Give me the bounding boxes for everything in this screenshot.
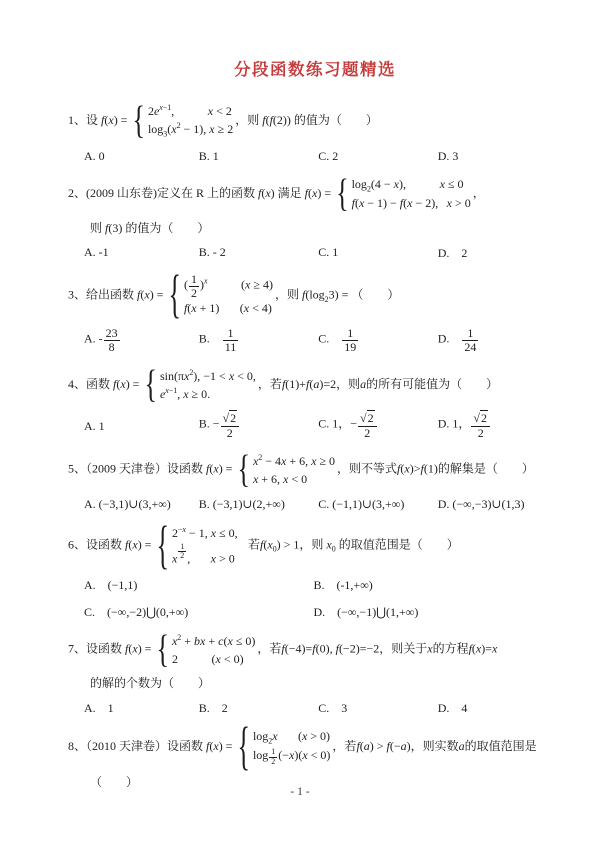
question-5-option-a: A. (−3,1)∪(3,+∞)	[84, 497, 171, 512]
question-8-stem: 8、（2010 天津卷）设函数 f(x) = { $\log_2x$ (x > 0) log $_{\frac{1}{2}}$ (−x)(x < 0) ，若f(a) > f(−a)，则实数a的取值范围是	[68, 716, 537, 776]
question-1-option-a: A. 0	[84, 149, 105, 164]
question-5-option-d: D. (−∞,−3)∪(1,3)	[437, 497, 525, 512]
question-7-option-d: D. 4	[437, 700, 468, 715]
question-7-option-a: A. 1	[84, 700, 114, 715]
question-6	[68, 514, 562, 620]
question-1-options	[68, 149, 562, 164]
question-7-options	[68, 699, 562, 716]
question-4-option-b: B. − $\frac{√2}{2}$	[199, 412, 319, 440]
question-1-stem: 1、设 f(x) = { $2e^{x-1}$, x < 2 $\log_3(x^2 - 1)$, x ≥ 2 ，则 f(f(2)) 的值为（ ）	[68, 98, 378, 143]
question-2-options	[68, 244, 562, 261]
question-4-option-a: A. 1	[84, 418, 105, 433]
question-3-option-d: D. $\frac{1}{24}$	[437, 325, 477, 355]
question-2-option-c: C. 1	[318, 244, 339, 259]
question-1-option-c: C. 2	[318, 149, 339, 164]
question-2-option-d: D. 2	[437, 245, 468, 260]
question-3-option-a: A. - $\frac{23}{8}$	[84, 325, 118, 355]
question-5-option-b: B. (−3,1)∪(2,+∞)	[198, 497, 285, 512]
question-4-option-c: C. 1，− $\frac{√2}{2}$	[318, 412, 438, 440]
question-8	[68, 716, 562, 791]
question-2-option-a: A. -1	[84, 244, 109, 259]
question-3-option-b: B. $\frac{1}{11}$	[198, 325, 237, 355]
question-6-option-b: B. (-1,+∞)	[313, 578, 373, 593]
question-5-option-c: C. (−1,1)∪(3,+∞)	[318, 497, 405, 512]
question-6-stem: 6、设函数 f(x) = { $2^{-x} - 1$, x ≤ 0, x $^{\frac{1}{2}}$ , x > 0 若$f(x_0) > 1$，则 $x_0$ 的取值范围是（ ）	[68, 514, 459, 575]
question-5-options	[68, 497, 562, 512]
question-1	[68, 100, 562, 164]
question-4-stem: 4、函数 f(x) = { $\sin(\pi x^2)$, −1 < x < 0, $e^{x-1}$, x ≥ 0. ，若f(1)+f(a)=2，则a的所有可能值为（ ）	[68, 362, 499, 407]
question-2	[68, 171, 562, 260]
question-7-option-c: C. 3	[318, 700, 348, 715]
question-3-options	[68, 327, 562, 355]
question-2-line2: 则 f(3) 的值为（ ）	[90, 220, 210, 235]
question-8-line2: （ ）	[90, 774, 139, 789]
question-6-option-c: C. (−∞,−2)⋃(0,+∞)	[84, 605, 189, 620]
question-7-option-b: B. 2	[198, 700, 228, 715]
question-2-option-b: B. - 2	[198, 244, 226, 259]
question-2-stem: 2、(2009 山东卷)定义在 R 上的函数 f(x) 满足 f(x) = { $\log_2(4 - x)$, x ≤ 0 f(x − 1) − f(x − 2), x > 0 ，	[68, 171, 485, 216]
question-1-option-d: D. 3	[437, 149, 459, 164]
question-7-line2: 的解的个数为（ ）	[90, 675, 211, 690]
page-title: 分段函数练习题精选	[234, 60, 396, 79]
question-3-option-c: C. $\frac{1}{19}$	[318, 325, 357, 355]
question-6-option-a: A. (−1,1)	[84, 578, 138, 593]
question-3-stem: 3、给出函数 f(x) = { ( $\frac{1}{2}$ )$^x$ (x ≥ 4) f(x + 1) (x < 4) ，则 $f(\log_23)$ = （ ）	[68, 264, 400, 324]
question-3	[68, 264, 562, 355]
page-number: - 1 -	[290, 786, 310, 798]
question-4-option-d: D. 1， $\frac{√2}{2}$	[438, 412, 562, 440]
question-1-option-b: B. 1	[198, 149, 219, 164]
question-4	[68, 362, 562, 441]
question-5-stem: 5、（2009 天津卷）设函数 f(x) = { $x^2 - 4x + 6$, x ≥ 0 x + 6, x < 0 ，则不等式f(x)>f(1)的解集是（ ）	[68, 447, 534, 492]
question-7-stem: 7、设函数 f(x) = { $x^2$ + bx + c(x ≤ 0) 2 (x < 0) ，若f(−4)=f(0), f(−2)=−2，则关于x的方程f(x)=x	[68, 627, 498, 672]
question-6-option-d: D. (−∞,−1)⋃(1,+∞)	[313, 605, 419, 620]
question-6-options	[68, 576, 562, 620]
question-4-options	[68, 412, 562, 440]
question-5	[68, 447, 562, 512]
question-7	[68, 627, 562, 716]
